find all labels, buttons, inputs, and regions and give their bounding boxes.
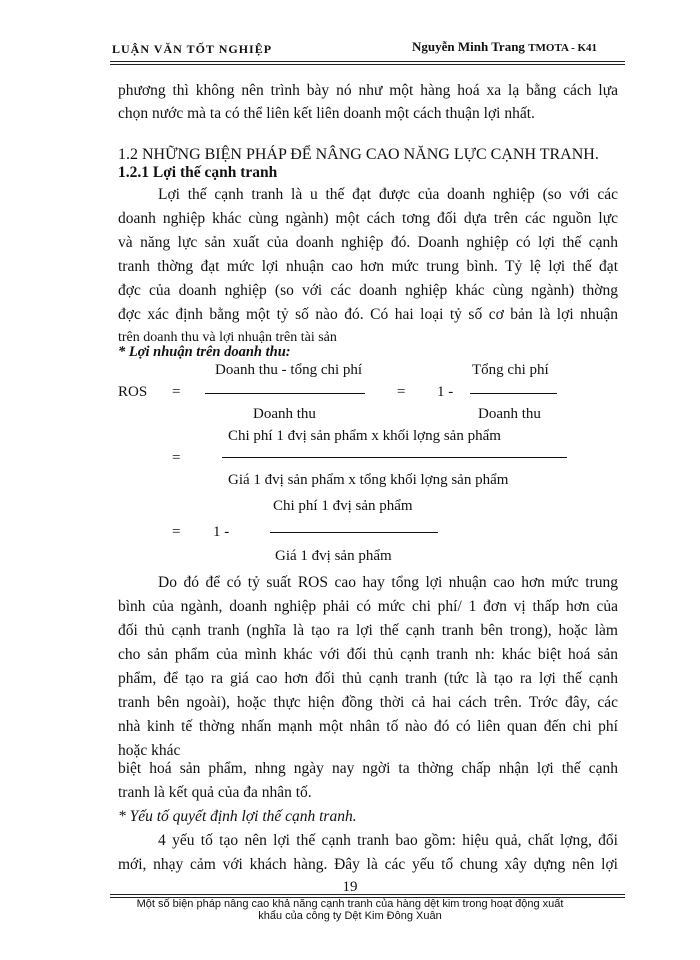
footer-line: Một số biện pháp nâng cao khả năng cạnh tranh của hàng dệt kim trong hoạt động xuất: [136, 898, 564, 910]
text-line: tranh bên ngoài), hoặc thực hiện đồng thời cả hai cách trên. Trớc đây, các: [118, 694, 618, 711]
equals-sign: =: [172, 450, 181, 466]
fraction-bar: [205, 393, 365, 394]
text-line: phẩm, để tạo ra giá cao hơn đối thủ cạnh tranh (tức là tạo ra lợi thế cạnh: [118, 670, 618, 687]
equals-sign: =: [172, 384, 181, 400]
text-line: tranh thờng đạt mức lợi nhuận cao hơn mức trung bình. Tỷ lệ lợi thế đạt: [118, 258, 618, 275]
formula-numerator: Tổng chi phí: [472, 362, 549, 378]
section-heading: 1.2 NHỮNG BIỆN PHÁP ĐỂ NÂNG CAO NĂNG LỰC CẠNH TRANH.: [118, 146, 599, 163]
text-line: 4 yếu tố tạo nên lợi thế cạnh tranh bao gồm: hiệu quả, chất lợng, đổi: [158, 832, 618, 849]
footer-rule: [110, 894, 625, 895]
text-line: bình của ngành, doanh nghiệp phải có mức chi phí/ 1 đơn vị thấp hơn của: [118, 598, 618, 615]
equals-sign: =: [172, 524, 181, 540]
text-line: nhà kinh tế thờng nhấn mạnh một nhân tố nào đó có liên quan đến chi phí: [118, 718, 618, 735]
formula-numerator: Chi phí 1 đvị sản phẩm: [273, 498, 413, 514]
one-minus: 1 -: [213, 524, 230, 540]
formula-denominator: Giá 1 đvị sản phẩm: [275, 548, 392, 564]
text-line: Lợi thế cạnh tranh là u thế đạt được của doanh nghiệp (so với các: [158, 186, 618, 203]
fraction-bar: [470, 393, 557, 394]
equals-sign: =: [397, 384, 406, 400]
text-line: phương thì không nên trình bày nó như một hàng hoá xa lạ bằng cách lựa: [118, 82, 618, 99]
subsection-heading: 1.2.1 Lợi thế cạnh tranh: [118, 164, 278, 181]
factor-heading: * Yếu tố quyết định lợi thế cạnh tranh.: [118, 808, 357, 825]
formula-denominator: Doanh thu: [253, 406, 316, 422]
text-line: biệt hoá sản phẩm, nhng ngày nay ngời ta thờng chấp nhận lợi thế cạnh: [118, 760, 618, 777]
text-line: hoặc khác: [118, 742, 181, 759]
header-rule: [110, 61, 625, 62]
text-line: Do đó để có tỷ suất ROS cao hay tổng lợi nhuận cao hơn mức trung: [158, 574, 618, 591]
text-line: đợc của doanh nghiệp (so với các doanh nghiệp khác cùng ngành) thờng: [118, 282, 618, 299]
text-line: tranh là kết quả của đa nhân tố.: [118, 784, 312, 801]
footer-line: khẩu của công ty Dệt Kim Đông Xuân: [258, 910, 442, 922]
formula-denominator: Giá 1 đvị sản phẩm x tổng khối lợng sản phẩm: [228, 472, 509, 488]
one-minus: 1 -: [437, 384, 454, 400]
ros-heading: * Lợi nhuận trên doanh thu:: [118, 344, 291, 360]
text-line: đối thủ cạnh tranh (nghĩa là tạo ra lợi thế cạnh tranh bên trong), hoặc làm: [118, 622, 618, 639]
text-line: đợc xác định bằng một tỷ số nào đó. Có hai loại tỷ số cơ bản là lợi nhuận: [118, 306, 618, 323]
text-line: doanh nghiệp khác cùng ngành) một cách tơng đối dựa trên các nguồn lực: [118, 210, 618, 227]
formula-numerator: Chi phí 1 đvị sản phẩm x khối lợng sản phẩm: [228, 428, 501, 444]
fraction-bar: [222, 457, 567, 458]
header-class: TMOTA - K41: [528, 42, 598, 54]
ros-label: ROS: [118, 384, 148, 400]
formula-denominator: Doanh thu: [478, 406, 541, 422]
page-number: 19: [342, 879, 358, 895]
formula-numerator: Doanh thu - tổng chi phí: [215, 362, 363, 378]
header-rule-2: [110, 64, 625, 65]
header-left: LUẬN VĂN TỐT NGHIỆP: [112, 42, 273, 56]
text-line: chọn nước mà ta có thể liên kết liên doanh một cách thuận lợi nhất.: [118, 105, 535, 122]
text-line: mới, nhạy cảm với khách hàng. Đây là các yếu tố chung xây dựng nên lợi: [118, 856, 618, 873]
header-right: [412, 39, 597, 55]
text-line: trên doanh thu và lợi nhuận trên tài sản: [118, 330, 337, 345]
text-line: và năng lực sản xuất của doanh nghiệp đó. Doanh nghiệp có lợi thế cạnh: [118, 234, 618, 251]
fraction-bar: [270, 532, 438, 533]
header-author: Nguyễn Minh Trang: [412, 39, 525, 54]
text-line: cho sản phẩm của mình khác với đối thủ cạnh tranh nh: khác biệt hoá sản: [118, 646, 618, 663]
